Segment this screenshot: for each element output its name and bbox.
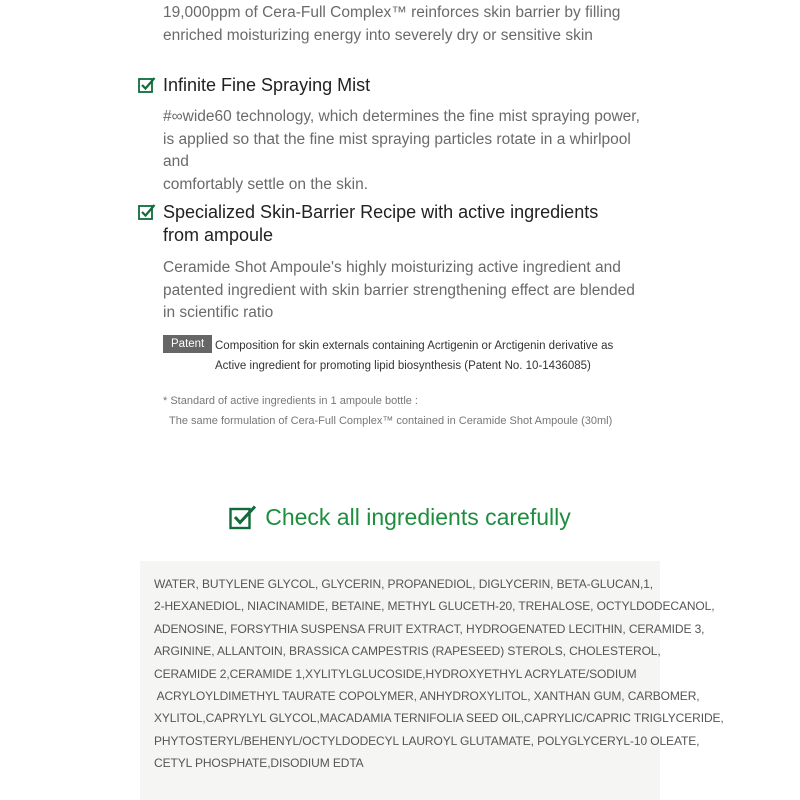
ingredients-line: ADENOSINE, FORSYTHIA SUSPENSA FRUIT EXTRACT, HYDROGENATED LECITHIN, CERAMIDE 3, [154,621,705,636]
intro-description: 19,000ppm of Cera-Full Complex™ reinforces skin barrier by filling enriched moisturizing energy into severely dry or sensitive skin [163,4,621,44]
ingredients-line: CETYL PHOSPHATE,DISODIUM EDTA [154,756,364,771]
ingredients-heading-text: Check all ingredients carefully [265,504,571,530]
checkbox-checked-icon [138,76,156,94]
patent-badge: Patent [163,335,212,353]
checkbox-checked-icon [138,203,156,221]
ingredients-line: CERAMIDE 2,CERAMIDE 1,XYLITYLGLUCOSIDE,HYDROXYETHYL ACRYLATE/SODIUM [154,666,637,681]
feature-description: #∞wide60 technology, which determines the fine mist spraying power, is applied so that the fine mist spraying particles rotate in a whirlpool and comfortably settle on the skin. [163,108,640,193]
feature-title: Infinite Fine Spraying Mist [163,75,371,95]
ingredients-line: ACRYLOYLDIMETHYL TAURATE COPOLYMER, ANHYDROXYLITOL, XANTHAN GUM, CARBOMER, [154,689,700,704]
note-line: * Standard of active ingredients in 1 ampoule bottle : [163,395,418,407]
note-line: The same formulation of Cera-Full Complex™ contained in Ceramide Shot Ampoule (30ml) [169,415,613,427]
ingredients-line: WATER, BUTYLENE GLYCOL, GLYCERIN, PROPANEDIOL, DIGLYCERIN, BETA-GLUCAN,1, [154,577,654,591]
ingredients-line: ARGININE, ALLANTOIN, BRASSICA CAMPESTRIS (RAPESEED) STEROLS, CHOLESTEROL, [154,644,661,659]
feature-title: Specialized Skin-Barrier Recipe with active ingredients from ampoule [163,202,599,245]
ingredients-line: 2-HEXANEDIOL, NIACINAMIDE, BETAINE, METHYL GLUCETH-20, TREHALOSE, OCTYLDODECANOL, [154,599,715,614]
patent-text: Composition for skin externals containing Acrtigenin or Arctigenin derivative as Active ingredient for promoting lipid biosynthesis (Patent No. 10-1436085) [215,340,614,372]
checkbox-checked-icon [229,504,257,530]
ingredient-standard-note [163,391,663,431]
ingredients-heading [0,502,800,537]
feature-description: Ceramide Shot Ampoule's highly moisturizing active ingredient and patented ingredient with skin barrier strengthening effect are blended in scientific ratio [163,259,635,321]
ingredients-list [154,573,724,775]
ingredients-box [140,561,724,800]
ingredients-line: XYLITOL,CAPRYLYL GLYCOL,MACADAMIA TERNIFOLIA SEED OIL,CAPRYLIC/CAPRIC TRIGLYCERIDE, [154,711,724,726]
ingredients-line: PHYTOSTERYL/BEHENYL/OCTYLDODECYL LAUROYL GLUTAMATE, POLYGLYCERYL-10 OLEATE, [154,733,700,748]
